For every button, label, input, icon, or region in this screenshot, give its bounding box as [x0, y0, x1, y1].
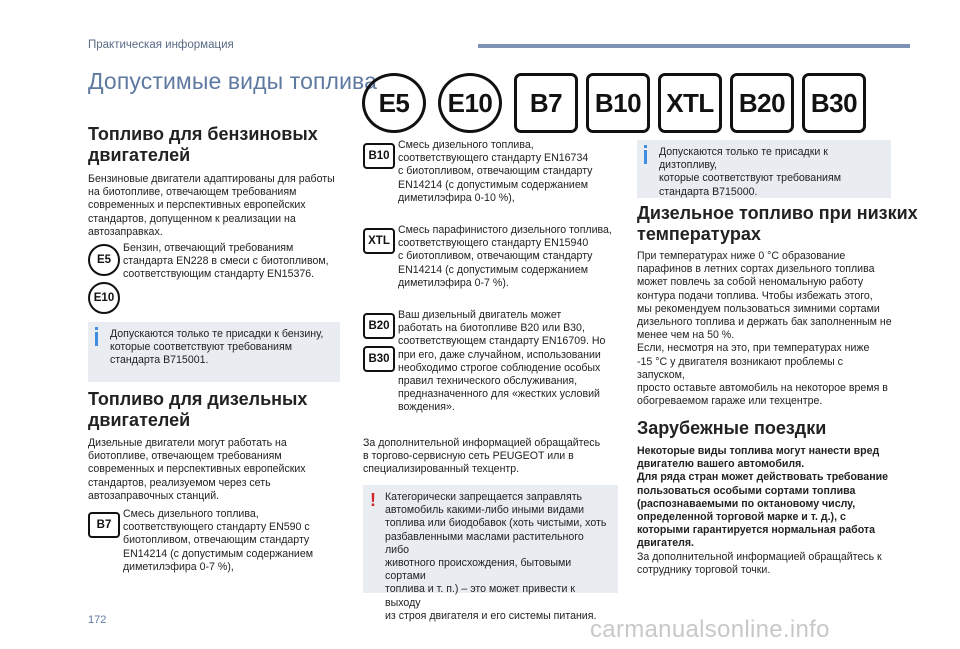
header-bar	[478, 44, 910, 48]
info-icon	[95, 327, 98, 330]
badge-e5: E5	[362, 73, 426, 133]
diesel-additive-info-box	[637, 140, 891, 198]
mini-badge-xtl: XTL	[363, 228, 395, 254]
mini-badge-b20: B20	[363, 313, 395, 339]
b7-text: Смесь дизельного топлива, соответствующего стандарту EN590 с биотопливом, отвечающим стандарту EN14214 (с допустимым содержанием диметилэфира 0-7 %),	[123, 508, 314, 573]
badge-e10: E10	[438, 73, 502, 133]
petrol-heading: Топливо для бензиновых двигателей	[88, 124, 318, 165]
info-icon	[644, 145, 647, 148]
petrol-intro: Бензиновые двигатели адаптированы для работы на биотопливе, отвечающем требованиям современных и перспективных европейских стандартов, допущенном к реализации на автозаправках.	[88, 173, 335, 238]
cold-text: При температурах ниже 0 °C образование парафинов в летних сортах дизельного топлива может повлечь за собой неномальную работу контура подачи топлива. Чтобы избежать этого, мы рекомендуем пользоваться зимними сортами дизельного топлива и держать бак заполненным не менее чем на 50 %. Если, несмотря на это, при температурах ниже -15 °C у двигателя возникают проблемы с запуском, просто оставьте автомобиль на некоторое время в обогреваемом гараже или техцентре.	[637, 250, 892, 408]
warning-box	[363, 485, 618, 622]
abroad-heading: Зарубежные поездки	[637, 418, 827, 438]
petrol-e-text: Бензин, отвечающий требованиям стандарта EN228 в смеси с биотопливом, соответствующим стандарту EN15376.	[123, 242, 329, 281]
badge-xtl: XTL	[658, 73, 722, 133]
diesel-intro: Дизельные двигатели могут работать на биотопливе, отвечающем требованиям современных и перспективных европейских стандартов, реализуемом через сеть автозаправочных станций.	[88, 437, 306, 502]
cold-heading: Дизельное топливо при низких температурах	[637, 203, 918, 244]
diesel-heading: Топливо для дизельных двигателей	[88, 389, 308, 430]
xtl-text: Смесь парафинистого дизельного топлива, соответствующего стандарту EN15940 с биотопливом, отвечающим стандарту EN14214 (с допустимым содержанием диметилэфира 0-7 %).	[398, 224, 612, 289]
mini-badge-e5: E5	[88, 244, 120, 276]
page-number: 172	[88, 614, 107, 626]
abroad-text: Некоторые виды топлива могут нанести вред двигателю вашего автомобиля. Для ряда стран может действовать требование пользоваться особыми сортами топлива (распознаваемыми по октановому числу, определенной торговой марке и т. д.), с которыми гарантируется нормальная работа двигателя. За дополнительной информацией обращайтесь к сотруднику торговой точки.	[637, 445, 888, 576]
running-head: Практическая информация	[88, 39, 234, 51]
mini-badge-b10: B10	[363, 143, 395, 169]
watermark: carmanualsonline.info	[590, 616, 830, 643]
warning-icon: !	[370, 490, 376, 510]
badge-b30: B30	[802, 73, 866, 133]
badge-b10: B10	[586, 73, 650, 133]
info-icon-bar	[644, 150, 647, 164]
warning-text: Категорически запрещается заправлять автомобиль какими-либо иными видами топлива или биодобавок (хоть чистыми, хоть разбавленными маслами растительного либо животного происхождения, бытовыми сортами топлива и т. п.) – это может привести к выходу из строя двигателя и его системы питания.	[385, 491, 607, 622]
diesel-more-info: За дополнительной информацией обращайтесь в торгово-сервисную сеть PEUGEOT или в специализированный техцентр.	[363, 437, 601, 476]
petrol-info-box	[88, 322, 340, 382]
badge-b7: B7	[514, 73, 578, 133]
mini-badge-b30: B30	[363, 346, 395, 372]
info-icon-bar	[95, 332, 98, 346]
fuel-badges-row	[362, 73, 874, 133]
petrol-info-text: Допускаются только те присадки к бензину, которые соответствуют требованиям стандарта B715001.	[110, 328, 324, 367]
diesel-additive-text: Допускаются только те присадки к дизтопливу, которые соответствуют требованиям стандарта B715000.	[659, 146, 841, 198]
mini-badge-e10: E10	[88, 282, 120, 314]
page-title: Допустимые виды топлива	[88, 68, 377, 94]
b10-text: Смесь дизельного топлива, соответствующего стандарту EN16734 с биотопливом, отвечающим стандарту EN14214 (с допустимым содержанием диметилэфира 0-10 %),	[398, 139, 593, 204]
mini-badge-b7: B7	[88, 512, 120, 538]
badge-b20: B20	[730, 73, 794, 133]
b20-b30-text: Ваш дизельный двигатель может работать на биотопливе B20 или B30, соответствующем стандарту EN16709. Но при его, даже случайном, использовании необходимо строгое соблюдение особых правил технического обслуживания, предназначенного для «жестких условий вождения».	[398, 309, 606, 414]
